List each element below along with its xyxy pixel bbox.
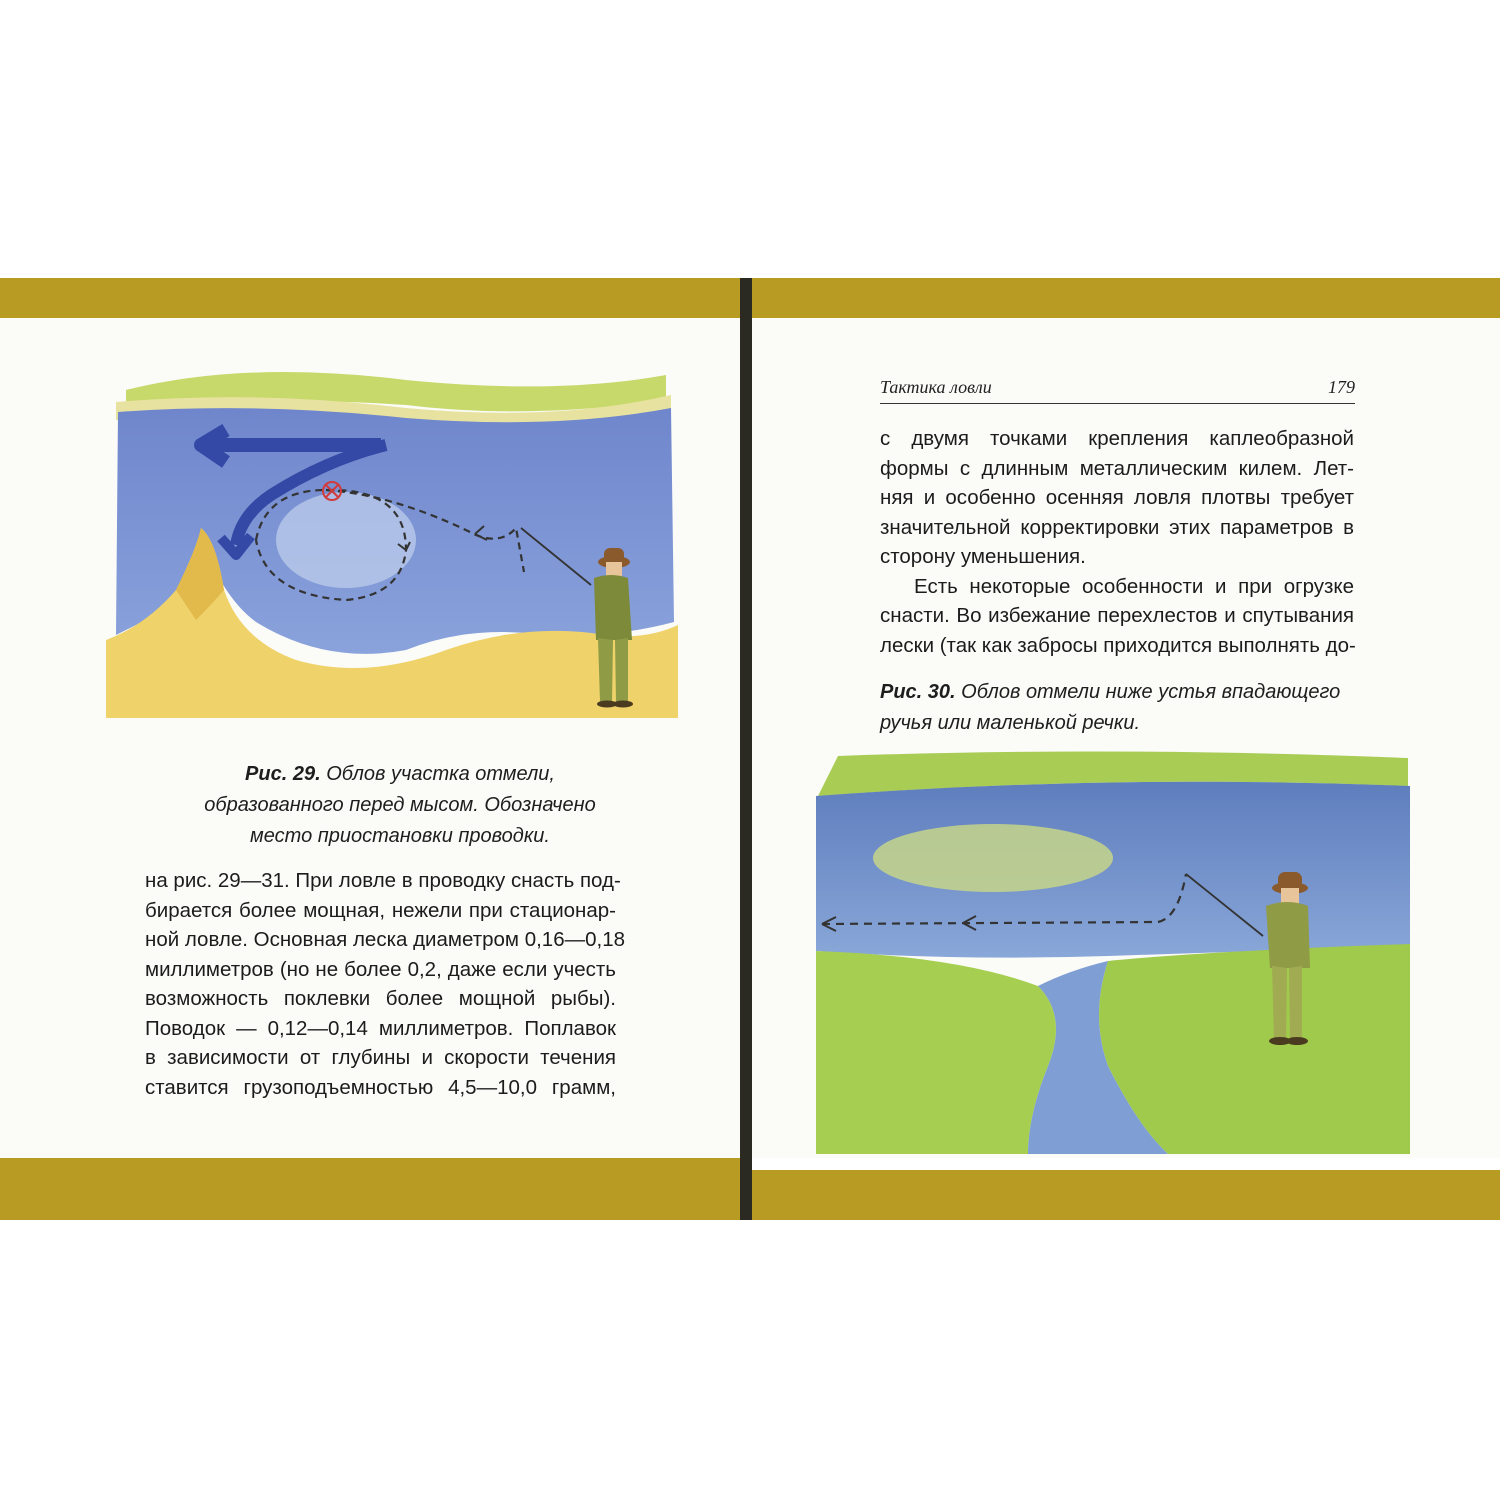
bottom-band-right	[752, 1170, 1500, 1220]
body-line: ной ловле. Основная леска диаметром 0,16—0,18	[145, 928, 625, 951]
figure-30-caption-line2: ручья или маленькой речки.	[880, 712, 1141, 734]
body-line: ставится грузоподъемностью 4,5—10,0 грамм,	[145, 1075, 616, 1099]
figure-29-caption	[180, 759, 620, 852]
body-line: на рис. 29—31. При ловле в проводку снасть под-	[145, 869, 621, 892]
body-line: лески (так как забросы приходится выполнять до-	[880, 633, 1356, 657]
grass-left	[816, 951, 1056, 1154]
body-line: снасти. Во избежание перехлестов и спутывания	[880, 604, 1354, 627]
page-number: 179	[1328, 377, 1355, 397]
body-line: няя и особенно осенняя ловля плотвы требует	[880, 486, 1354, 509]
book-gutter	[740, 278, 752, 1220]
top-band-left	[0, 278, 740, 320]
bottom-band-left	[0, 1158, 740, 1220]
body-line: Есть некоторые особенности и при огрузке	[914, 574, 1354, 598]
figure-30-caption	[880, 677, 1360, 739]
shoal-patch	[276, 492, 416, 588]
body-line: сторону уменьшения.	[880, 545, 1086, 568]
left-page-body	[145, 866, 625, 1102]
shoal-patch	[873, 824, 1113, 892]
figure-30-label: Рис. 30.	[880, 681, 956, 703]
grass-right	[1099, 944, 1410, 1154]
body-line: в зависимости от глубины и скорости течения	[145, 1046, 616, 1069]
body-line: возможность поклевки более мощной рыбы).	[145, 987, 616, 1010]
body-line: формы с длинным металлическим килем. Лет-	[880, 456, 1354, 480]
running-head	[880, 377, 1355, 404]
body-line: миллиметров (но не более 0,2, даже если учесть	[145, 957, 616, 981]
running-head-title: Тактика ловли	[880, 377, 992, 397]
figure-29-caption-line1: Облов участка отмели,	[326, 763, 555, 785]
figure-29-caption-line3: место приостановки проводки.	[250, 825, 550, 847]
right-page-body	[880, 424, 1354, 660]
body-line: бирается более мощная, нежели при стационар-	[145, 898, 616, 922]
figure-29-label: Рис. 29.	[245, 763, 321, 785]
figure-30-illustration	[808, 746, 1414, 1154]
body-line: значительной корректировки этих параметров в	[880, 515, 1354, 539]
figure-29-caption-line2: образованного перед мысом. Обозначено	[204, 794, 596, 816]
body-line: Поводок — 0,12—0,14 миллиметров. Поплавок	[145, 1016, 616, 1040]
figure-30-caption-line1: Облов отмели ниже устья впадающего	[961, 681, 1341, 703]
top-band-right	[752, 278, 1500, 318]
body-line: с двумя точками крепления каплеобразной	[880, 427, 1354, 450]
figure-29-illustration	[106, 350, 678, 718]
